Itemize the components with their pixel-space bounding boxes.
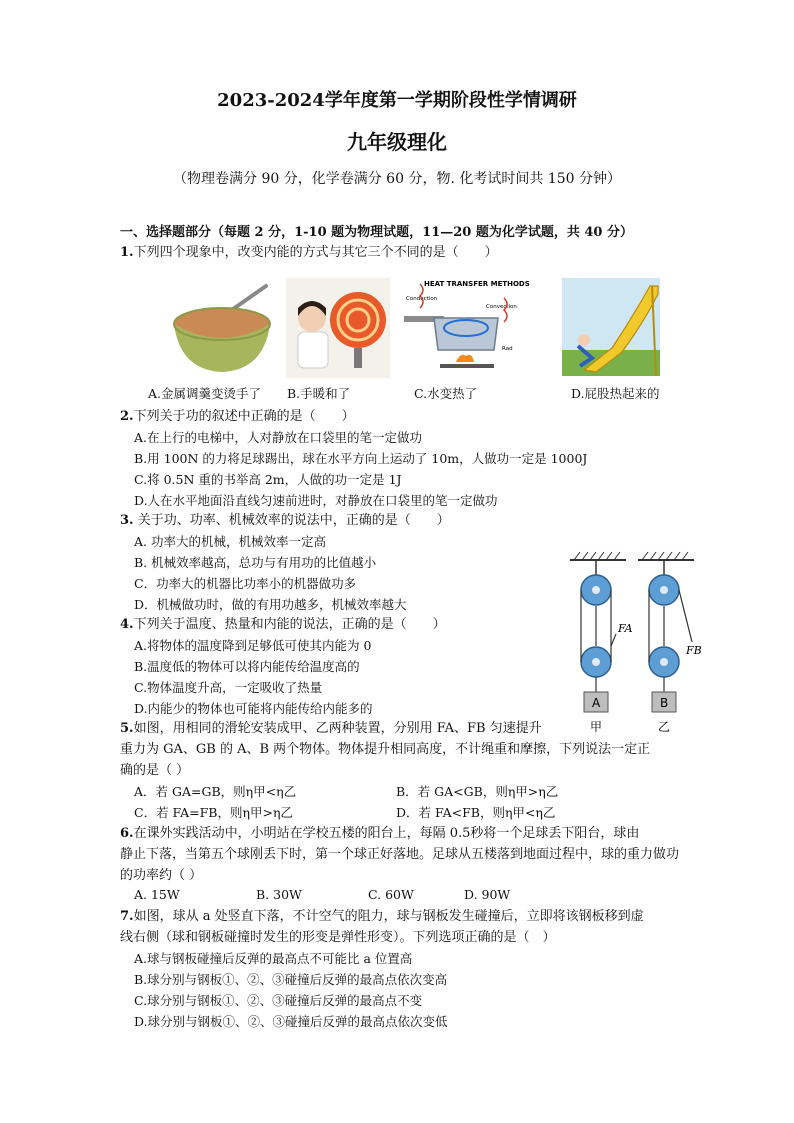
question-4: [120, 615, 446, 635]
question-stem-line1: 如图，球从 a 处竖直下落，不计空气的阻力，球与钢板发生碰撞后，立即将该钢板移到虚: [133, 909, 644, 924]
heater-child-image: [286, 278, 390, 378]
kid-head: [578, 334, 590, 346]
q2-option-a: A.在上行的电梯中，人对静放在口袋里的笔一定做功: [134, 430, 423, 445]
question-stem: 下列关于温度、热量和内能的说法，正确的是（ ）: [133, 617, 446, 632]
question-stem: 关于功、功率、机械效率的说法中，正确的是（ ）: [133, 513, 450, 528]
section-heading: 一、选择题部分（每题 2 分，1-10 题为物理试题，11—20 题为化学试题，共 40 分）: [120, 225, 634, 240]
question-5: [120, 719, 542, 739]
svg-text:Conduction: Conduction: [406, 296, 438, 302]
svg-text:Convection: Convection: [486, 304, 517, 310]
pot: [434, 318, 498, 350]
q3-option-a: A. 功率大的机械，机械效率一定高: [134, 534, 326, 549]
question-number: 2.: [120, 409, 134, 424]
q3-option-b: B. 机械效率越高，总功与有用功的比值越小: [134, 555, 377, 570]
q7-option-d: D.球分别与钢板①、②、③碰撞后反弹的最高点依次变低: [134, 1014, 448, 1029]
question-number: 5.: [120, 721, 134, 736]
caption-c: C.水变热了: [414, 386, 478, 401]
question-1: [120, 243, 498, 263]
q6-option-b: B. 30W: [256, 887, 302, 902]
caption-b: B.手暖和了: [287, 386, 351, 401]
question-number: 3.: [120, 513, 134, 528]
svg-text:B: B: [660, 696, 669, 710]
q4-option-c: C.物体温度升高，一定吸收了热量: [134, 680, 323, 695]
exam-note: （物理卷满分 90 分，化学卷满分 60 分，物. 化考试时间共 150 分钟）: [173, 171, 621, 187]
q5-option-c: C．若 FA=FB，则η甲>η乙: [134, 805, 293, 820]
q6-option-a: A. 15W: [134, 887, 180, 902]
q3-option-c: C．功率大的机器比功率小的机器做功多: [134, 576, 357, 591]
q5-stem-line3: 确的是（ ）: [120, 763, 190, 778]
label-jia: 甲: [590, 720, 603, 734]
q6-stem-line2: 静止下落，当第五个球刚丢下时，第一个球正好落地。足球从五楼落到地面过程中，球的重力做功: [120, 847, 680, 862]
question-stem-line1: 如图，用相同的滑轮安装成甲、乙两种装置，分别用 FA、FB 匀速提升: [133, 721, 542, 736]
q7-stem-line2: 线右侧（球和钢板碰撞时发生的形变是弹性形变）。下列选项正确的是（ ）: [120, 930, 556, 945]
question-2: [120, 407, 355, 427]
q7-option-a: A.球与钢板碰撞后反弹的最高点不可能比 a 位置高: [134, 951, 413, 966]
question-7: [120, 907, 644, 927]
q5-option-b: B．若 GA<GB，则η甲>η乙: [396, 784, 559, 799]
soup-bowl-image: [166, 274, 276, 376]
caption-a: A.金属调羹变烫手了: [148, 386, 262, 401]
heat-title: HEAT TRANSFER METHODS: [424, 280, 530, 288]
q7-option-b: B.球分别与钢板①、②、③碰撞后反弹的最高点依次变高: [134, 972, 448, 987]
q2-option-c: C.将 0.5N 重的书举高 2m，人做的功一定是 1J: [134, 472, 402, 487]
caption-d: D.屁股热起来的: [571, 386, 660, 401]
q5-option-d: D．若 FA<FB，则η甲<η乙: [396, 805, 556, 820]
question-number: 6.: [120, 826, 134, 841]
q4-option-d: D.内能少的物体也可能将内能传给内能多的: [134, 701, 373, 716]
pulley-figure: [566, 550, 702, 734]
q4-option-b: B.温度低的物体可以将内能传给温度高的: [134, 659, 360, 674]
svg-text:A: A: [592, 696, 601, 710]
q3-option-d: D．机械做功时，做的有用功越多，机械效率越大: [134, 597, 407, 612]
label-yi: 乙: [658, 720, 671, 734]
question-stem-line1: 在课外实践活动中，小明站在学校五楼的阳台上，每隔 0.5秒将一个足球丢下阳台，球由: [133, 826, 640, 841]
question-3: [120, 511, 450, 531]
q5-option-a: A．若 GA=GB，则η甲<η乙: [134, 784, 297, 799]
q5-stem-line2: 重力为 GA、GB 的 A、B 两个物体。物体提升相同高度，不计绳重和摩擦，下列说法一定正: [120, 742, 651, 757]
q6-option-d: D. 90W: [464, 887, 511, 902]
question-number: 4.: [120, 617, 134, 632]
question-number: 7.: [120, 909, 134, 924]
q6-stem-line3: 的功率约（ ）: [120, 868, 203, 883]
force-label-b: FB: [686, 644, 702, 657]
q4-option-a: A.将物体的温度降到足够低可使其内能为 0: [134, 638, 372, 653]
question-stem: 下列四个现象中，改变内能的方式与其它三个不同的是（ ）: [133, 245, 498, 260]
exam-subtitle: 九年级理化: [347, 130, 447, 154]
exam-title: 2023-2024学年度第一学期阶段性学情调研: [217, 90, 577, 111]
svg-text:Rad: Rad: [502, 346, 513, 352]
heat-transfer-image: [400, 278, 530, 378]
force-label-a: FA: [618, 622, 633, 635]
question-stem: 下列关于功的叙述中正确的是（ ）: [133, 409, 355, 424]
q2-option-d: D.人在水平地面沿直线匀速前进时，对静放在口袋里的笔一定做功: [134, 493, 498, 508]
q7-option-c: C.球分别与钢板①、②、③碰撞后反弹的最高点不变: [134, 993, 423, 1008]
slide-image: [562, 278, 660, 376]
question-6: [120, 824, 639, 844]
q6-option-c: C. 60W: [368, 887, 414, 902]
question-number: 1.: [120, 245, 134, 260]
q2-option-b: B.用 100N 的力将足球踢出，球在水平方向上运动了 10m，人做功一定是 1000J: [134, 451, 588, 466]
